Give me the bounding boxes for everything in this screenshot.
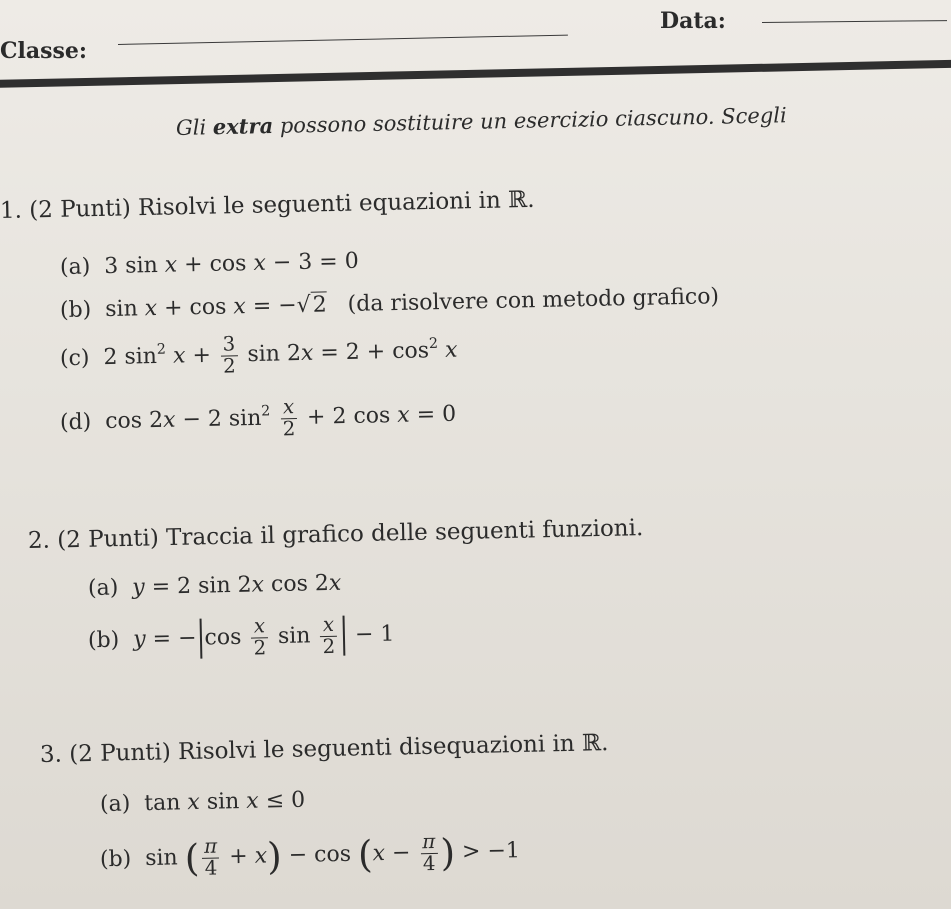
exercise-3-heading [40, 730, 609, 768]
ex1-a-formula: 3 sin x + cos x − 3 = 0 [97, 248, 359, 280]
classe-line [118, 35, 568, 45]
ex1-d-label: (d) [59, 409, 92, 436]
ex1-item-d [60, 394, 457, 445]
ex1-d-formula: cos 2x − 2 $\sin^2$ $\frac{x}{2}$ + 2 cos x = 0 [97, 395, 457, 441]
intro-after: possono sostituire un esercizio ciascuno. Scegli [279, 103, 787, 138]
exercise-1-title: (2 Punti) Risolvi le seguenti equazioni in ℝ. [28, 186, 535, 224]
intro-before: Gli [175, 115, 207, 140]
data-line [762, 20, 947, 23]
ex3-item-a [100, 788, 306, 817]
exercise-2-heading [28, 515, 644, 554]
ex1-b-formula: sin x + cos x = −√2 [97, 292, 327, 323]
ex2-item-b [88, 614, 395, 663]
exercise-2-title: (2 Punti) Traccia il grafico delle seguenti funzioni. [56, 515, 644, 554]
ex3-b-formula: sin ( $\frac{\pi}{4}$ + x) − cos (x − $\frac{\pi}{4}$ ) > −1 [137, 829, 521, 881]
exercise-1-number: 1. [0, 197, 23, 224]
ex2-item-a [88, 571, 342, 601]
exercise-2-number: 2. [27, 527, 51, 554]
classe-label: Classe: [0, 38, 88, 64]
ex3-a-formula: tan x sin x ≤ 0 [137, 787, 306, 817]
ex1-item-c [60, 330, 458, 381]
intro-text [176, 102, 787, 140]
ex3-b-label: (b) [99, 846, 132, 873]
ex1-b-label: (b) [59, 297, 92, 323]
ex2-a-label: (a) [87, 575, 119, 601]
ex1-item-b [60, 284, 720, 323]
exercise-3-title: (2 Punti) Risolvi le seguenti disequazioni in ℝ. [68, 730, 609, 768]
exercise-1-heading [0, 187, 535, 224]
intro-extra: extra [212, 112, 274, 140]
header-divider [0, 59, 951, 88]
ex1-c-label: (c) [59, 345, 90, 372]
ex1-c-formula: 2 $\sin^2 x$ + $\frac{3}{2}$ $\sin 2x = 2 + \cos^2 x$ [96, 332, 458, 378]
ex1-a-label: (a) [59, 254, 91, 280]
ex1-item-a [60, 249, 359, 280]
ex3-a-label: (a) [99, 791, 131, 817]
ex1-b-note: (da risolvere con metodo grafico) [347, 284, 720, 317]
ex2-b-label: (b) [87, 627, 120, 654]
ex2-b-formula: y = − cos $\frac{x}{2}$ sin $\frac{x}{2}$ − 1 [132, 612, 395, 660]
ex2-a-formula: y = 2 sin 2x cos 2x [132, 570, 342, 601]
data-label: Data: [660, 8, 726, 34]
ex3-item-b [100, 829, 521, 882]
exercise-3-number: 3. [39, 741, 63, 768]
